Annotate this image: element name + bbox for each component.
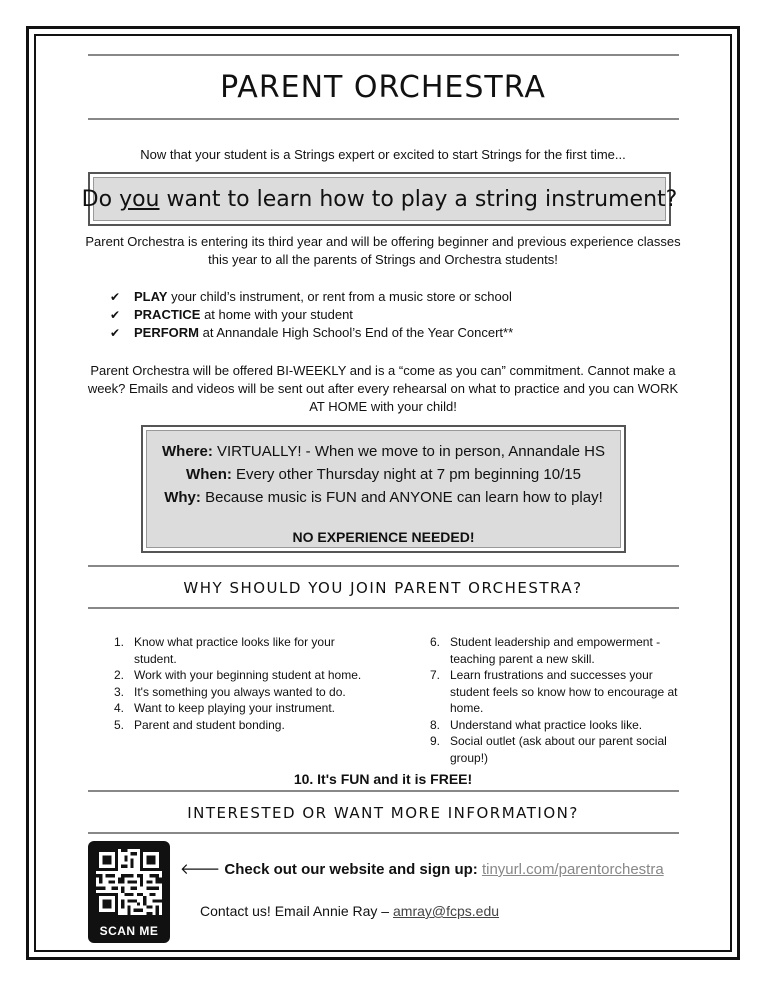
list-text: Know what practice looks like for your student. [134,635,335,666]
list-text: Want to keep playing your instrument. [134,701,335,715]
divider [88,565,679,567]
why-line [147,486,620,509]
list-number: 4. [113,701,124,715]
checklist [110,288,513,342]
website-label: Check out our website and sign up: [224,861,478,878]
list-text: Learn frustrations and successes your student feels so know how to encourage at home. [450,668,678,715]
when-line [147,463,620,486]
list-text: Parent and student bonding. [134,717,285,732]
list-number: 3. [113,684,124,699]
reasons-list-left [100,634,370,733]
list-text: Student leadership and empowerment - teaching parent a new skill. [450,635,661,666]
list-number: 2. [113,668,124,682]
list-number: 7. [429,668,440,682]
intro-text: Now that your student is a Strings expert or excited to start Strings for the first time... [140,147,626,162]
check-item-perform [110,324,513,342]
qr-code-icon [96,849,162,915]
check-item-play [110,288,513,306]
list-item [416,717,684,734]
website-line [180,859,664,878]
list-number: 8. [429,717,440,732]
description-paragraph: Parent Orchestra is entering its third year and will be offering beginner and previous experience classes this year to all the parents of Strings and Orchestra students! [85,234,681,267]
checkmark-icon: ✔ [110,308,121,322]
why-label: Why: [164,489,201,506]
where-label: Where: [162,443,213,460]
list-item [416,667,684,717]
schedule-paragraph: Parent Orchestra will be offered BI-WEEKLY and is a “come as you can” commitment. Cannot make a week? Emails and videos will be sent out after every rehearsal on what to practice and you can WORK AT HOME with your child! [87,363,679,414]
list-item [416,634,684,667]
list-text: Social outlet (ask about our parent social group!) [450,734,667,765]
check-bold: PRACTICE [134,307,201,322]
where-value: VIRTUALLY! - When we move to in person, Annandale HS [212,443,605,460]
check-item-practice [110,306,513,324]
arrow-left-icon: 🡐 [180,861,221,878]
check-text: at Annandale High School’s End of the Year Concert** [199,325,514,340]
info-heading: INTERESTED OR WANT MORE INFORMATION? [187,804,579,822]
list-item [416,733,684,766]
reasons-list-right [416,634,684,766]
list-number: 9. [429,734,440,748]
divider [88,607,679,609]
question-pre: Do [81,186,120,212]
checkmark-icon: ✔ [110,290,121,304]
divider [88,790,679,792]
list-text: It's something you always wanted to do. [134,684,346,699]
list-number: 5. [113,717,124,732]
list-item [100,717,370,734]
list-item [100,634,370,667]
reason-ten: 10. It's FUN and it is FREE! [293,771,473,787]
why-value: Because music is FUN and ANYONE can learn how to play! [200,489,603,506]
page-title: PARENT ORCHESTRA [220,70,546,105]
email-link[interactable]: amray@fcps.edu [393,903,500,919]
question-you: you [119,186,160,212]
list-number: 1. [113,635,124,649]
list-number: 6. [429,635,440,649]
where-line [147,440,620,463]
no-experience-line: NO EXPERIENCE NEEDED! [292,529,475,545]
website-link[interactable]: tinyurl.com/parentorchestra [481,861,664,878]
contact-line [200,903,499,919]
divider [88,54,679,56]
when-value: Every other Thursday night at 7 pm beginning 10/15 [231,466,581,483]
check-text: your child’s instrument, or rent from a music store or school [167,289,512,304]
qr-badge[interactable] [88,841,170,943]
list-item [100,684,370,701]
list-text: Work with your beginning student at home. [134,668,362,682]
check-text: at home with your student [200,307,353,322]
question-post: want to learn how to play a string instrument? [159,186,678,212]
check-bold: PLAY [134,289,168,304]
check-bold: PERFORM [134,325,199,340]
question-box [81,172,678,226]
why-heading: WHY SHOULD YOU JOIN PARENT ORCHESTRA? [183,579,583,597]
list-item [100,667,370,684]
when-label: When: [186,466,232,483]
checkmark-icon: ✔ [110,326,121,340]
list-text: Understand what practice looks like. [450,717,643,732]
divider [88,832,679,834]
divider [88,118,679,120]
info-box [141,425,626,553]
scan-me-label: SCAN ME [99,924,159,938]
list-item [100,700,370,717]
contact-label: Contact us! Email Annie Ray – [200,903,393,919]
